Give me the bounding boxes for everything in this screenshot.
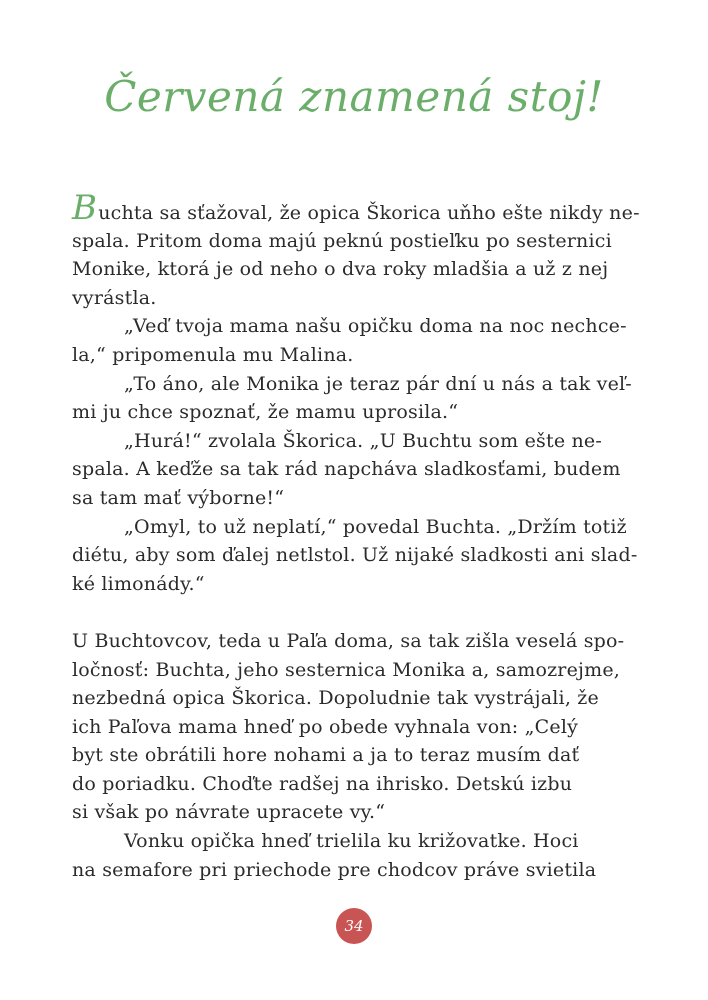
body-text	[72, 188, 642, 884]
text-line: diétu, aby som ďalej netlstol. Už nijaké sladkosti ani slad-	[72, 544, 638, 567]
text-line: ké limonády.“	[72, 572, 205, 595]
text-line: Buchta sa sťažoval, že opica Škorica uňho ešte nikdy ne-	[72, 188, 640, 228]
text-line: Vonku opička hneď trielila ku križovatke. Hoci	[124, 830, 579, 853]
text-line: sa tam mať výborne!“	[72, 486, 285, 509]
text-line: „Hurá!“ zvolala Škorica. „U Buchtu som ešte ne-	[124, 429, 602, 452]
text-line: mi ju chce spoznať, že mamu uprosila.“	[72, 401, 459, 424]
text-line: spala. Pritom doma majú peknú postieľku po sesternici	[72, 229, 612, 252]
text-line: „To áno, ale Monika je teraz pár dní u nás a tak veľ-	[124, 372, 632, 395]
drop-cap: B	[72, 188, 98, 228]
text-line: na semafore pri priechode pre chodcov práve svietila	[72, 858, 597, 881]
text-line: nezbedná opica Škorica. Dopoludnie tak vystrájali, že	[72, 687, 599, 710]
text-line: Monike, ktorá je od neho o dva roky mladšia a už z nej	[72, 258, 609, 281]
text-line: „Veď tvoja mama našu opičku doma na noc nechce-	[124, 315, 627, 338]
text-line: ločnosť: Buchta, jeho sesternica Monika a, samozrejme,	[72, 658, 621, 681]
text-line: do poriadku. Choďte radšej na ihrisko. Detskú izbu	[72, 772, 573, 795]
text-line: vyrástla.	[72, 286, 157, 309]
text-line: byt ste obrátili hore nohami a ja to teraz musím dať	[72, 744, 580, 767]
chapter-title: Červená znamená stoj!	[104, 72, 604, 121]
text-line: spala. A keďže sa tak rád napcháva sladkosťami, budem	[72, 458, 621, 481]
text-line: si však po návrate upracete vy.“	[72, 801, 386, 824]
paragraph-gap	[72, 598, 642, 627]
text-line: la,“ pripomenula mu Malina.	[72, 343, 354, 366]
text-line: U Buchtovcov, teda u Paľa doma, sa tak zišla veselá spo-	[72, 629, 625, 652]
text-line: „Omyl, to už neplatí,“ povedal Buchta. „Držím totiž	[124, 515, 627, 538]
text-line: ich Paľova mama hneď po obede vyhnala von: „Celý	[72, 715, 579, 738]
page-number-badge: 34	[336, 908, 372, 944]
